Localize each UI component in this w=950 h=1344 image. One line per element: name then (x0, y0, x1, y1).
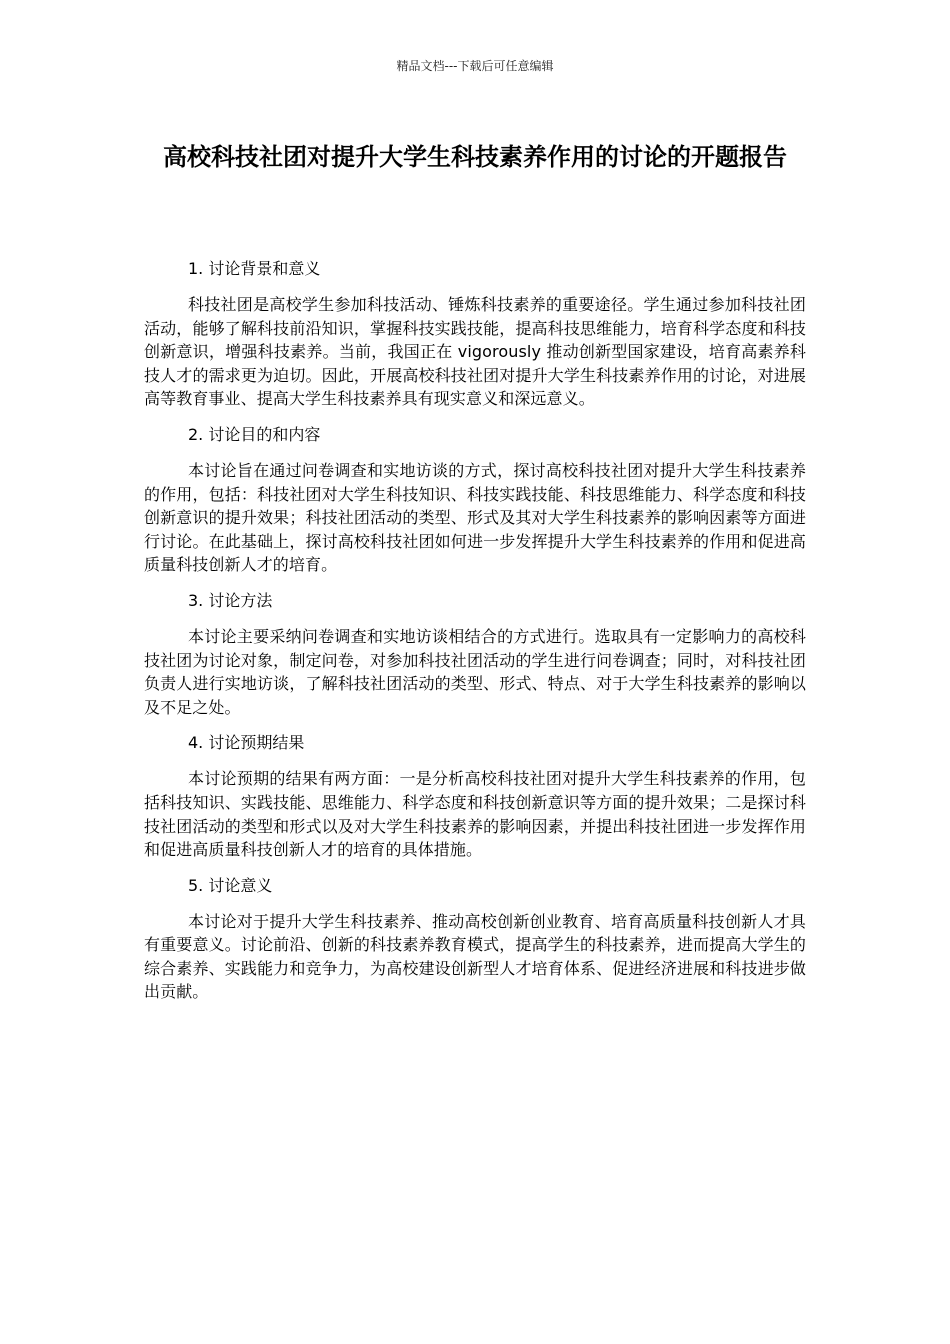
section-paragraph: 科技社团是高校学生参加科技活动、锤炼科技素养的重要途径。学生通过参加科技社团活动，能够了解科技前沿知识，掌握科技实践技能，提高科技思维能力，培育科学态度和科技创新意识，增强科技素养。当前，我国正在 vigorously 推动创新型国家建设，培育高素养科技人才的需求更为迫切。因此，开展高校科技社团对提升大学生科技素养作用的讨论，对进展高等教育事业、提高大学生科技素养具有现实意义和深远意义。 (144, 295, 806, 409)
section-expected-results (144, 731, 806, 861)
section-heading: 4. 讨论预期结果 (188, 733, 305, 753)
section-paragraph: 本讨论主要采纳问卷调查和实地访谈相结合的方式进行。选取具有一定影响力的高校科技社团为讨论对象，制定问卷，对参加科技社团活动的学生进行问卷调查；同时，对科技社团负责人进行实地访谈，了解科技社团活动的类型、形式、特点、对于大学生科技素养的影响以及不足之处。 (144, 626, 806, 717)
document-body (144, 257, 806, 1016)
section-significance (144, 874, 806, 1004)
section-background (144, 257, 806, 411)
section-method (144, 589, 806, 719)
header-note: 精品文档---下载后可任意编辑 (396, 59, 554, 73)
section-purpose (144, 423, 806, 577)
section-heading: 1. 讨论背景和意义 (188, 259, 321, 278)
section-heading: 2. 讨论目的和内容 (188, 424, 321, 444)
document-title: 高校科技社团对提升大学生科技素养作用的讨论的开题报告 (163, 143, 787, 171)
section-paragraph: 本讨论对于提升大学生科技素养、推动高校创新创业教育、培育高质量科技创新人才具有重要意义。讨论前沿、创新的科技素养教育模式，提高学生的科技素养，进而提高大学生的综合素养、实践能力和竞争力，为高校建设创新型人才培育体系、促进经济进展和科技进步做出贡献。 (144, 911, 806, 1002)
section-heading: 5. 讨论意义 (188, 875, 273, 895)
section-paragraph: 本讨论预期的结果有两方面：一是分析高校科技社团对提升大学生科技素养的作用，包括科技知识、实践技能、思维能力、科学态度和科技创新意识等方面的提升效果；二是探讨科技社团活动的类型和形式以及对大学生科技素养的影响因素，并提出科技社团进一步发挥作用和促进高质量科技创新人才的培育的具体措施。 (144, 769, 806, 860)
section-paragraph: 本讨论旨在通过问卷调查和实地访谈的方式，探讨高校科技社团对提升大学生科技素养的作用，包括：科技社团对大学生科技知识、科技实践技能、科技思维能力、科学态度和科技创新意识的提升效果；科技社团活动的类型、形式及其对大学生科技素养的影响因素等方面进行讨论。在此基础上，探讨高校科技社团如何进一步发挥提升大学生科技素养的作用和促进高质量科技创新人才的培育。 (144, 460, 806, 575)
section-heading: 3. 讨论方法 (188, 590, 273, 610)
